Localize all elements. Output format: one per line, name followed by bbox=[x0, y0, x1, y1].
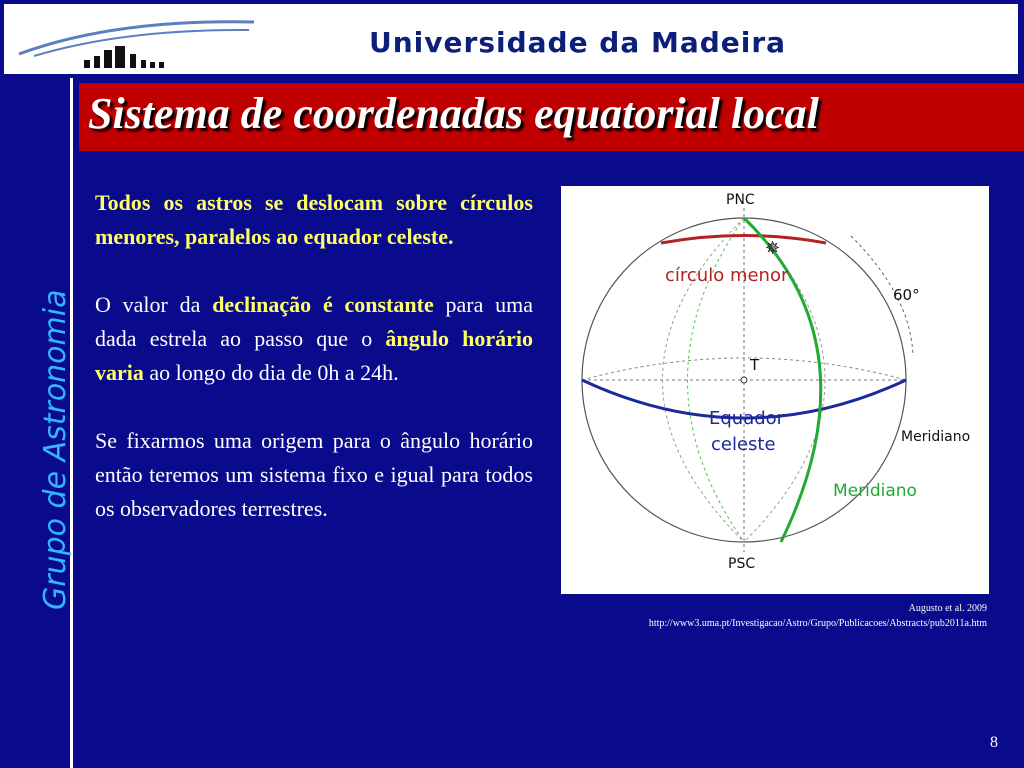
credit-author: Augusto et al. 2009 bbox=[908, 603, 987, 614]
paragraph-3: Se fixarmos uma origem para o ângulo horário então teremos um sistema fixo e igual para todos os observadores terrestres. bbox=[95, 428, 533, 521]
star-icon: ✵ bbox=[765, 238, 781, 259]
center-point bbox=[741, 377, 747, 383]
page-number: 8 bbox=[990, 734, 998, 751]
header bbox=[0, 0, 1024, 78]
body-text bbox=[95, 186, 533, 560]
institution-name: Universidade da Madeira bbox=[369, 26, 787, 59]
p2-bold-declinacao: declinação é constante bbox=[212, 292, 434, 317]
figure-credit bbox=[649, 601, 987, 631]
p2-text-mid: para uma dada estrela ao passo que o bbox=[95, 292, 534, 351]
group-label: Grupo de Astronomia bbox=[38, 289, 73, 610]
university-logo bbox=[14, 14, 264, 74]
label-t: T bbox=[750, 356, 760, 374]
slide-title: Sistema de coordenadas equatorial local bbox=[88, 89, 819, 138]
label-equador: Equador bbox=[709, 408, 785, 429]
paragraph-2 bbox=[95, 288, 533, 390]
header-box bbox=[4, 4, 1018, 74]
label-meridiano-black: Meridiano bbox=[901, 429, 971, 445]
p2-bold-angulo: ângulo horário varia bbox=[95, 326, 533, 385]
label-meridiano-green: Meridiano bbox=[833, 481, 917, 501]
label-pnc: PNC bbox=[726, 192, 755, 208]
paragraph-1: Todos os astros se deslocam sobre círculos menores, paralelos ao equador celeste. bbox=[95, 190, 533, 249]
p2-text-end: ao longo do dia de 0h a 24h. bbox=[143, 360, 399, 385]
credit-url: http://www3.uma.pt/Investigacao/Astro/Grupo/Publicacoes/Abstracts/pub2011a.htm bbox=[648, 618, 987, 629]
p2-text-start: O valor da bbox=[95, 292, 213, 317]
label-celeste: celeste bbox=[711, 434, 776, 455]
label-circulo-menor: círculo menor bbox=[665, 265, 789, 286]
sphere-diagram bbox=[561, 186, 989, 594]
label-angle: 60° bbox=[893, 286, 920, 304]
label-psc: PSC bbox=[728, 556, 756, 572]
celestial-sphere-figure bbox=[561, 186, 989, 594]
